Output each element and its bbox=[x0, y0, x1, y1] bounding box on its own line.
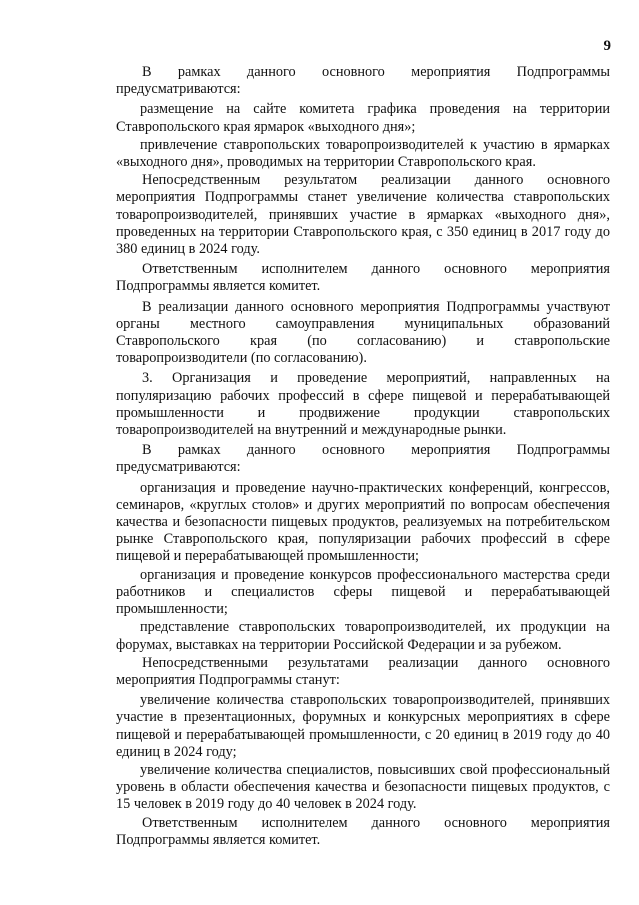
page-number: 9 bbox=[603, 38, 611, 54]
body-paragraph: Непосредственным результатом реализации данного основного мероприятия Подпрограммы станет увеличение количества ставропольских товаропроизводителей, принявших участие в ярмарках «выходного дня», проведенных на территории Ставропольского края, с 350 единиц в 2017 году до 380 единиц в 2024 году. bbox=[116, 172, 610, 258]
body-paragraph: Ответственным исполнителем данного основного мероприятия Подпрограммы является комитет. bbox=[116, 814, 610, 848]
list-item-paragraph: привлечение ставропольских товаропроизводителей к участию в ярмарках «выходного дня», проводимых на территории Ставропольского края. bbox=[116, 136, 610, 171]
body-paragraph: В реализации данного основного мероприятия Подпрограммы участвуют органы местного самоуправления муниципальных образований Ставропольского края (по согласованию) и ставропольские товаропроизводители (по согласованию). bbox=[116, 298, 610, 367]
body-paragraph: Непосредственными результатами реализации данного основного мероприятия Подпрограммы станут: bbox=[116, 654, 610, 688]
body-paragraph: 3. Организация и проведение мероприятий, направленных на популяризацию рабочих профессий в сфере пищевой и перерабатывающей промышленности и продвижение продукции ставропольских товаропроизводителей на внутренний и международные рынки. bbox=[116, 370, 610, 439]
list-item-paragraph: увеличение количества ставропольских товаропроизводителей, принявших участие в презентационных, форумных и конкурсных мероприятиях в сфере пищевой и перерабатывающей промышленности, с 20 единиц в 2019 году до 40 единиц в 2024 году; bbox=[116, 692, 610, 760]
body-paragraph: В рамках данного основного мероприятия Подпрограммы предусматриваются: bbox=[116, 64, 610, 98]
page-body bbox=[116, 64, 610, 852]
list-item-paragraph: организация и проведение научно-практических конференций, конгрессов, семинаров, «круглых столов» и других мероприятий по вопросам обеспечения качества и безопасности пищевых продуктов, реализуемых на потребительском рынке Ставропольского края, популяризации рабочих профессий в сфере пищевой и перерабатывающей промышленности; bbox=[116, 479, 610, 565]
list-item-paragraph: увеличение количества специалистов, повысивших свой профессиональный уровень в области обеспечения качества и безопасности пищевых продуктов, с 15 человек в 2019 году до 40 человек в 2024 году. bbox=[116, 761, 610, 813]
body-paragraph: Ответственным исполнителем данного основного мероприятия Подпрограммы является комитет. bbox=[116, 261, 610, 295]
list-item-paragraph: организация и проведение конкурсов профессионального мастерства среди работников и специалистов сферы пищевой и перерабатывающей промышленности; bbox=[116, 566, 610, 618]
list-item-paragraph: размещение на сайте комитета графика проведения на территории Ставропольского края ярмарок «выходного дня»; bbox=[116, 101, 610, 135]
body-paragraph: В рамках данного основного мероприятия Подпрограммы предусматриваются: bbox=[116, 442, 610, 476]
list-item-paragraph: представление ставропольских товаропроизводителей, их продукции на форумах, выставках на территории Российской Федерации и за рубежом. bbox=[116, 619, 610, 653]
